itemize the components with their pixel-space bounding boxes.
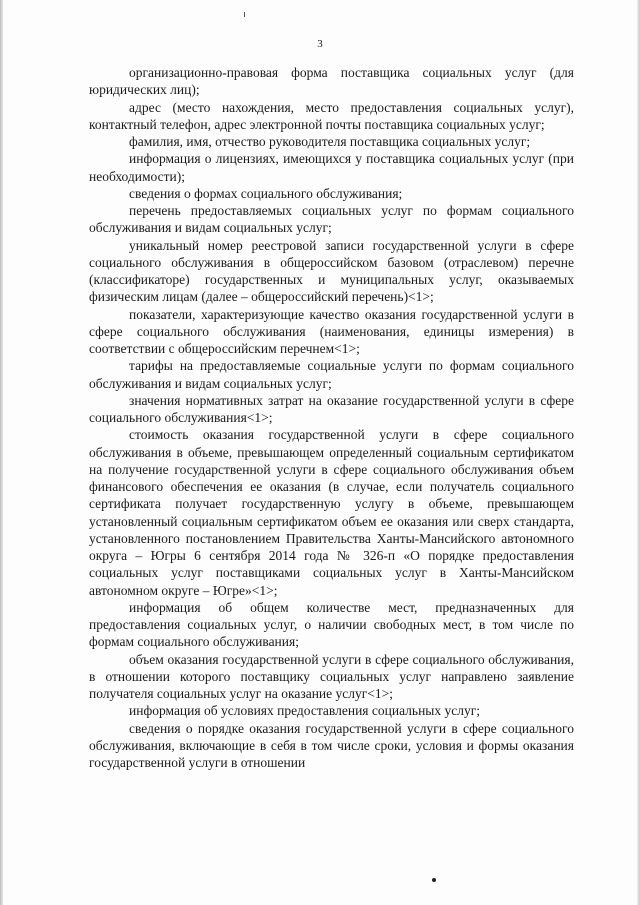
paragraph: организационно-правовая форма поставщика социальных услуг (для юридических лиц); <box>89 65 574 98</box>
paragraph: информация о лицензиях, имеющихся у поставщика социальных услуг (при необходимости); <box>89 151 574 184</box>
paragraph: фамилия, имя, отчество руководителя поставщика социальных услуг; <box>129 134 531 149</box>
paragraph: информация об условиях предоставления социальных услуг; <box>129 703 481 719</box>
paragraph: показатели, характеризующие качество оказания государственной услуги в сфере социального обслуживания (наименования, единицы измерения) в соответствии с общероссийским перечнем<1>; <box>89 306 574 356</box>
scan-edge-left <box>0 0 3 905</box>
paragraph: тарифы на предоставляемые социальные услуги по формам социального обслуживания и видам социальных услуг; <box>89 358 574 391</box>
body-text <box>89 64 574 771</box>
paragraph: перечень предоставляемых социальных услуг по формам социального обслуживания и видам социальных услуг; <box>89 203 574 236</box>
paragraph: сведения о формах социального обслуживания; <box>129 185 403 201</box>
paragraph: уникальный номер реестровой записи государственной услуги в сфере социального обслуживания в общероссийском базовом (отраслевом) перечне (классификаторе) государственных и муниципальных услуг, оказываемых физическим лицам (далее – общероссийский перечень)<1>; <box>89 237 574 305</box>
page-number: 3 <box>317 38 323 50</box>
paragraph: информация об общем количестве мест, предназначенных для предоставления социальных услуг, о наличии свободных мест, в том числе по формам социального обслуживания; <box>89 599 574 650</box>
paragraph: адрес (место нахождения, место предоставления социальных услуг), контактный телефон, адрес электронной почты поставщика социальных услуг; <box>89 99 574 132</box>
paragraph: значения нормативных затрат на оказание государственной услуги в сфере социального обслуживания<1>; <box>89 392 574 425</box>
paragraph: сведения о порядке оказания государственной услуги в сфере социального обслуживания, включающие в себя в том числе сроки, условия и формы оказания государственной услуги в отношении <box>89 720 574 770</box>
scan-dot-mark <box>432 878 436 882</box>
paragraph: объем оказания государственной услуги в сфере социального обслуживания, в отношении которого поставщику социальных услуг направлено заявление получателя социальных услуг на оказание услуг<1>; <box>89 651 574 701</box>
paragraph: стоимость оказания государственной услуги в сфере социального обслуживания в объеме, превышающем определенный социальным сертификатом на получение государственной услуги в сфере социального обслуживания объем финансового обеспечения ее оказания (в случае, если получатель социального сертификата получает государственную услугу в объеме, превышающем установленный социальным сертификатом объем ее оказания или сверх стандарта, установленного постановлением Правительства Ханты-Мансийского автономного округа – Югры 6 сентября 2014 года № 326-п «О порядке предоставления социальных услуг поставщиками социальных услуг в Ханты-Мансийском автономном округе – Югре»<1>; <box>89 427 574 598</box>
scan-tick-mark <box>244 12 245 17</box>
